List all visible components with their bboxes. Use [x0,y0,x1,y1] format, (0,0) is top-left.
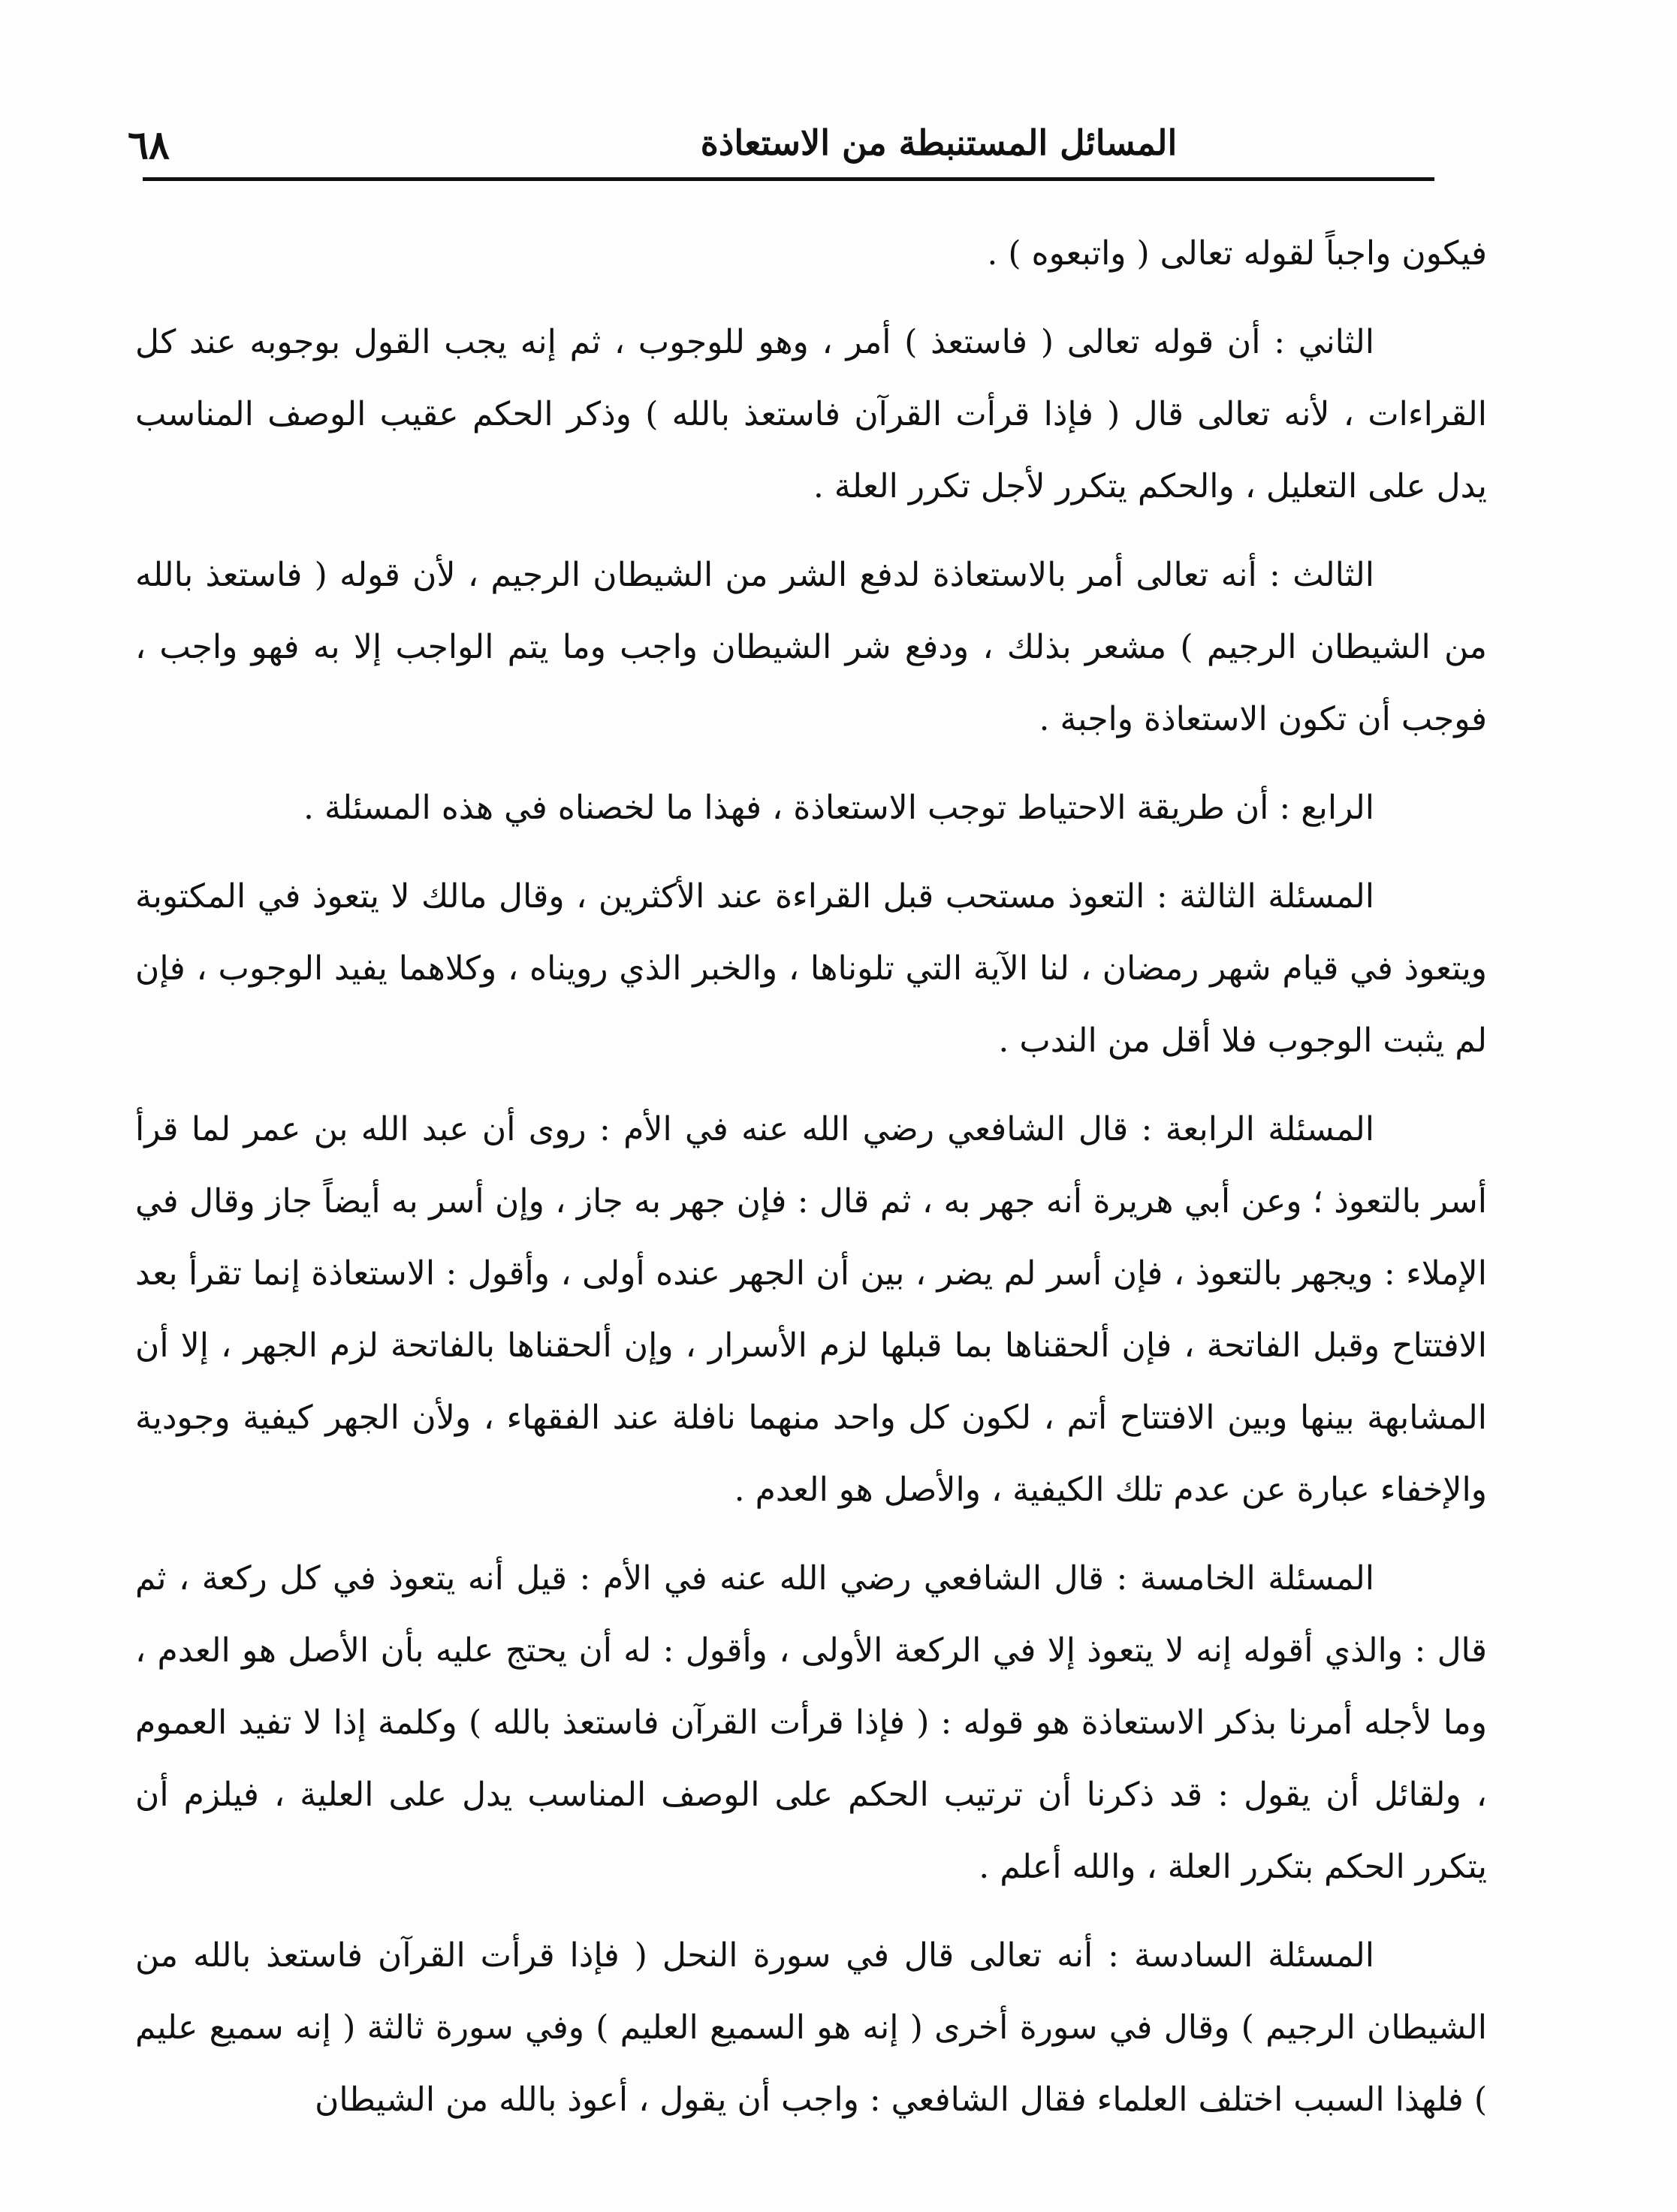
page-header [128,113,1449,180]
running-title: المسائل المستنبطة من الاستعاذة [700,122,1178,163]
paragraph-issue-five: المسئلة الخامسة : قال الشافعي رضي الله عنه في الأم : قيل أنه يتعوذ في كل ركعة ، ثم قال : والذي أقوله إنه لا يتعوذ إلا في الركعة الأولى ، وأقول : له أن يحتج عليه بأن الأصل هو العدم ، وما لأجله أمرنا بذكر الاستعاذة هو قوله : ( فإذا قرأت القرآن فاستعذ بالله ) وكلمة إذا لا تفيد العموم ، ولقائل أن يقول : قد ذكرنا أن ترتيب الحكم على الوصف المناسب يدل على العلية ، فيلزم أن يتكرر الحكم بتكرر العلة ، والله أعلم . [135,1559,1487,1886]
page-number: ٦٨ [128,122,170,168]
paragraph-issue-three: المسئلة الثالثة : التعوذ مستحب قبل القراءة عند الأكثرين ، وقال مالك لا يتعوذ في المكتوبة ويتعوذ في قيام شهر رمضان ، لنا الآية التي تلوناها ، والخبر الذي رويناه ، وكلاهما يفيد الوجوب ، فإن لم يثبت الوجوب فلا أقل من الندب . [135,877,1487,1060]
paragraph-third: الثالث : أنه تعالى أمر بالاستعاذة لدفع الشر من الشيطان الرجيم ، لأن قوله ( فاستعذ بالله من الشيطان الرجيم ) مشعر بذلك ، ودفع شر الشيطان واجب وما يتم الواجب إلا به فهو واجب ، فوجب أن تكون الاستعاذة واجبة . [135,556,1487,738]
paragraph-second: الثاني : أن قوله تعالى ( فاستعذ ) أمر ، وهو للوجوب ، ثم إنه يجب القول بوجوبه عند كل القراءات ، لأنه تعالى قال ( فإذا قرأت القرآن فاستعذ بالله ) وذكر الحكم عقيب الوصف المناسب يدل على التعليل ، والحكم يتكرر لأجل تكرر العلة . [135,323,1487,505]
paragraph-intro: فيكون واجباً لقوله تعالى ( واتبعوه ) . [987,234,1487,273]
paragraph-issue-four: المسئلة الرابعة : قال الشافعي رضي الله عنه في الأم : روى أن عبد الله بن عمر لما قرأ أسر بالتعوذ ؛ وعن أبي هريرة أنه جهر به ، ثم قال : فإن جهر به جاز ، وإن أسر به أيضاً جاز وقال في الإملاء : ويجهر بالتعوذ ، فإن أسر لم يضر ، بين أن الجهر عنده أولى ، وأقول : الاستعاذة إنما تقرأ بعد الافتتاح وقبل الفاتحة ، فإن ألحقناها بما قبلها لزم الأسرار ، وإن ألحقناها بالفاتحة لزم الجهر ، إلا أن المشابهة بينها وبين الافتتاح أتم ، لكون كل واحد منهما نافلة عند الفقهاء ، ولأن الجهر كيفية وجودية والإخفاء عبارة عن عدم تلك الكيفية ، والأصل هو العدم . [135,1110,1487,1509]
header-rule [143,177,1434,181]
paragraph-issue-six: المسئلة السادسة : أنه تعالى قال في سورة النحل ( فإذا قرأت القرآن فاستعذ بالله من الشيطان الرجيم ) وقال في سورة أخرى ( إنه هو السميع العليم ) وفي سورة ثالثة ( إنه سميع عليم ) فلهذا السبب اختلف العلماء فقال الشافعي : واجب أن يقول ، أعوذ بالله من الشيطان [135,1936,1487,2119]
body-text [135,218,1487,2153]
paragraph-fourth: الرابع : أن طريقة الاحتياط توجب الاستعاذة ، فهذا ما لخصناه في هذه المسئلة . [303,789,1374,827]
